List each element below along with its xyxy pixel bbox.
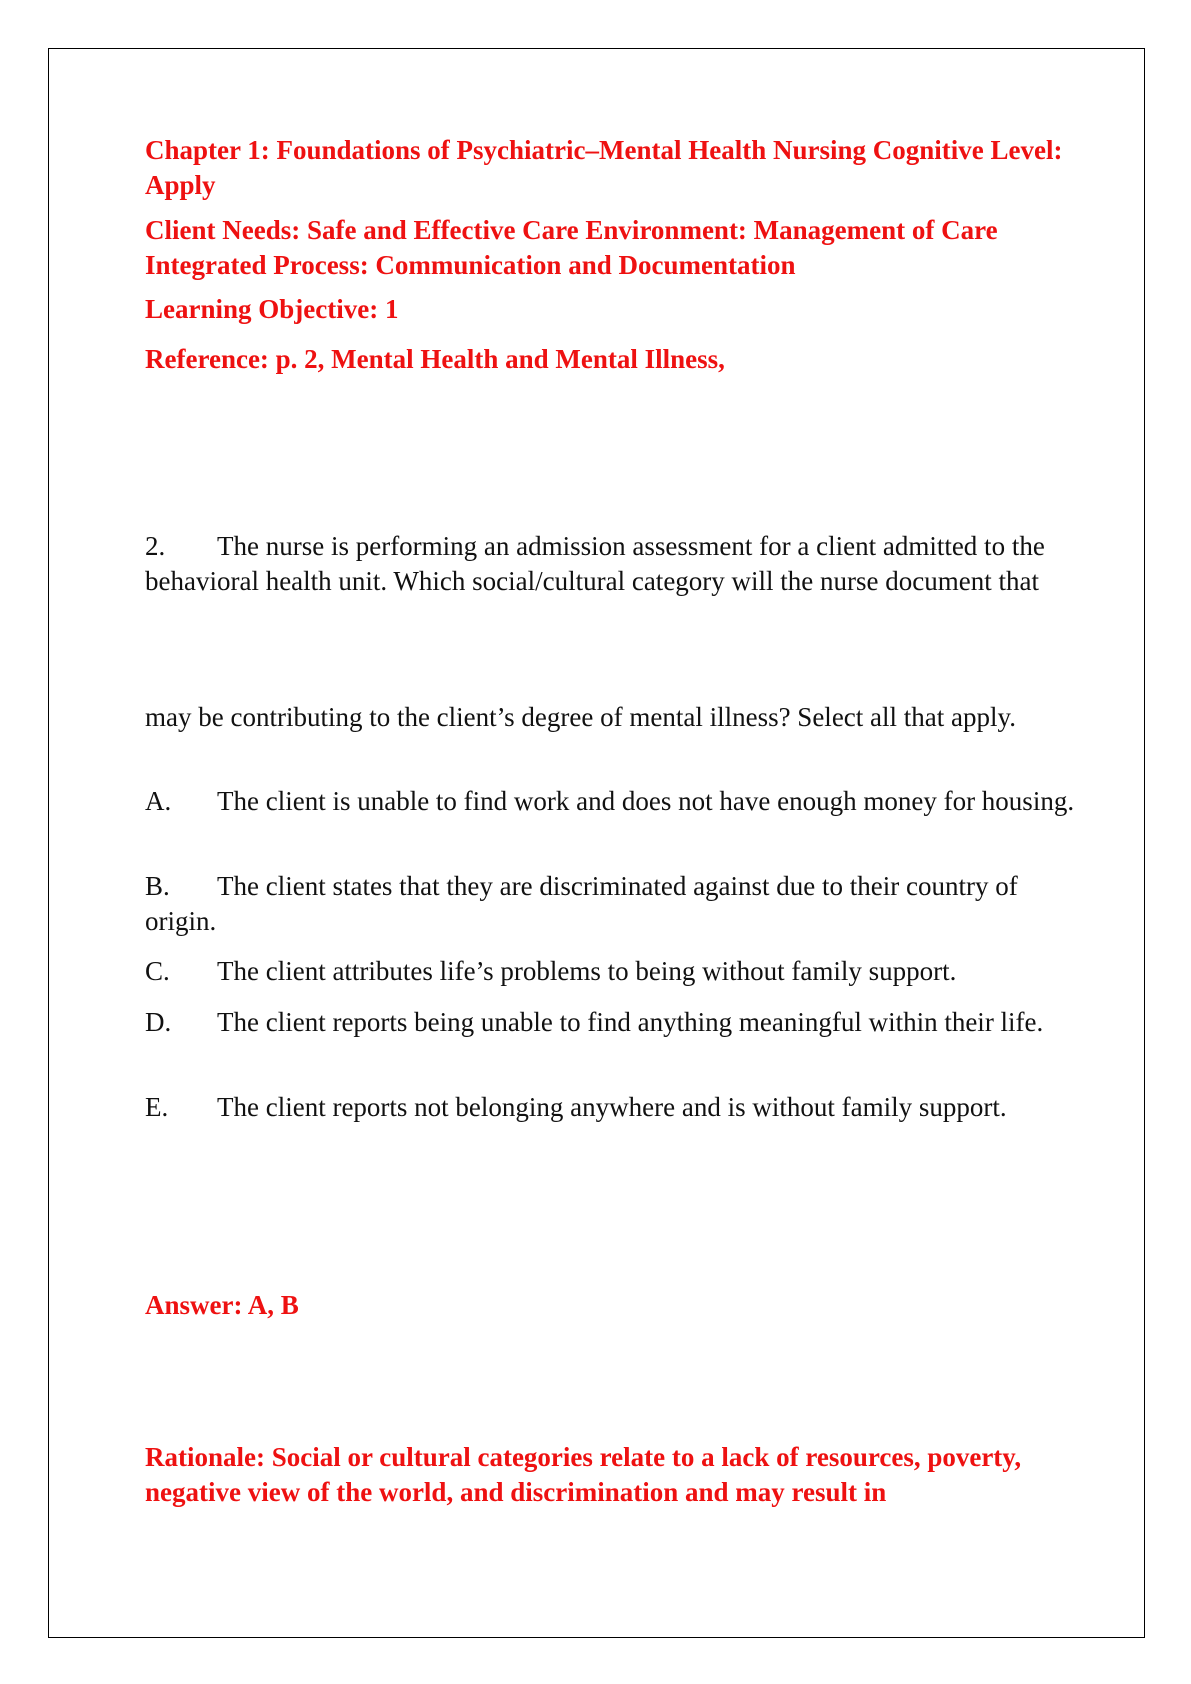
- learning-objective: Learning Objective: 1: [145, 294, 399, 324]
- option-a[interactable]: [145, 784, 1075, 819]
- option-label: E.: [145, 1092, 169, 1122]
- answer-line: Answer: A, B: [145, 1290, 299, 1320]
- chapter-heading: Chapter 1: Foundations of Psychiatric–Mental Health Nursing Cognitive Level: Apply: [145, 135, 1063, 200]
- option-label: D.: [145, 1007, 172, 1037]
- option-c[interactable]: [145, 954, 1075, 989]
- reference-line: Reference: p. 2, Mental Health and Mental Illness,: [145, 344, 725, 374]
- question-stem-part1: [145, 529, 1075, 599]
- option-b[interactable]: [145, 869, 1075, 939]
- option-label: B.: [145, 871, 170, 901]
- client-needs-heading: Client Needs: Safe and Effective Care Environment: Management of Care Integrated Process: Communication and Documentation: [145, 215, 998, 280]
- question-stem-part2: may be contributing to the client’s degree of mental illness? Select all that apply.: [145, 702, 1016, 732]
- option-label: C.: [145, 956, 170, 986]
- option-d[interactable]: [145, 1005, 1075, 1040]
- option-text: The client states that they are discriminated against due to their country of origin.: [145, 871, 1018, 936]
- option-label: A.: [145, 786, 172, 816]
- option-e[interactable]: [145, 1090, 1075, 1125]
- rationale-text: Rationale: Social or cultural categories relate to a lack of resources, poverty, negative view of the world, and discrimination and may result in: [145, 1442, 1022, 1507]
- page-border: [48, 48, 1145, 1638]
- option-text: The client reports not belonging anywhere and is without family support.: [217, 1092, 1007, 1122]
- option-text: The client reports being unable to find anything meaningful within their life.: [217, 1007, 1044, 1037]
- option-text: The client is unable to find work and does not have enough money for housing.: [217, 786, 1075, 816]
- option-text: The client attributes life’s problems to being without family support.: [217, 956, 957, 986]
- question-stem-text: The nurse is performing an admission assessment for a client admitted to the behavioral health unit. Which social/cultural category will the nurse document that: [145, 531, 1045, 596]
- question-number: 2.: [145, 531, 166, 561]
